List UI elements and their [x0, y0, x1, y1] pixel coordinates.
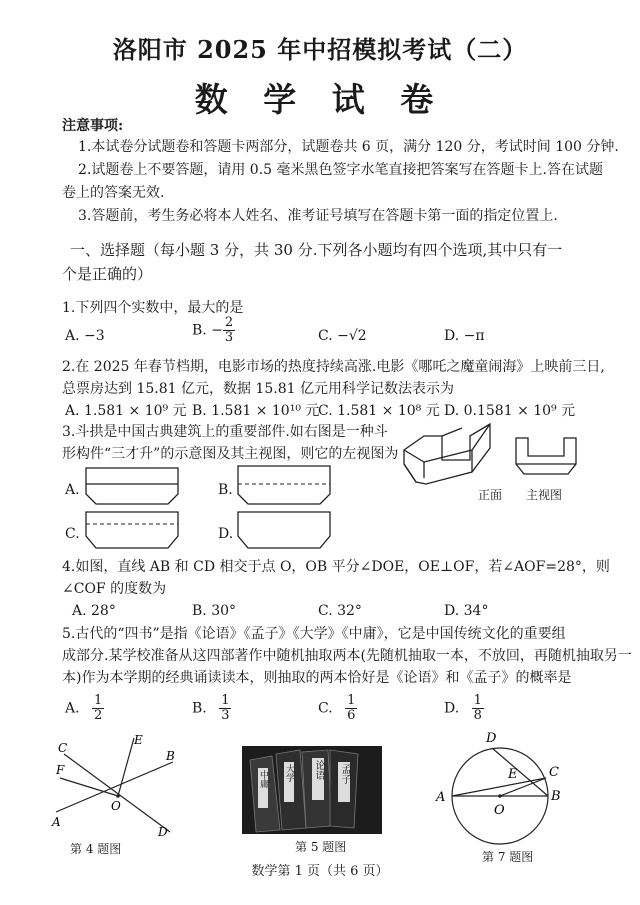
q1-option-a: A. −3: [65, 328, 105, 344]
fig7-label-d: D: [486, 731, 497, 746]
q5-option-c: [318, 694, 357, 723]
q3-main-view-label: 主视图: [526, 488, 563, 502]
fig4-label-f: F: [56, 763, 65, 777]
q4-stem-line2: ∠COF 的度数为: [62, 581, 167, 597]
page-footer: 数学第 1 页（共 6 页）: [251, 864, 389, 879]
q3-front-label: 正面: [478, 488, 503, 502]
fig5-book-2-title: 大学: [284, 764, 294, 782]
q5-option-a-den: 2: [94, 708, 103, 723]
fig4-label-c: C: [58, 741, 68, 755]
q2-option-a: A. 1.581 × 10⁹ 元: [65, 403, 187, 419]
q4-stem-line1: 4.如图，直线 AB 和 CD 相交于点 O，OB 平分∠DOE，OE⊥OF，若∠AOF=28°，则: [62, 559, 610, 575]
q5-option-b: [192, 694, 231, 723]
q3-option-a-figure: [84, 466, 180, 506]
q5-option-a-num: 1: [94, 693, 103, 708]
q1-option-b-den: 3: [224, 330, 234, 345]
q2-option-b: B. 1.581 × 10¹⁰ 元: [192, 403, 320, 419]
notice-item-3: 3.答题前，考生务必将本人姓名、准考证号填写在答题卡第一面的指定位置上.: [78, 208, 558, 224]
fig5-book-1-title: 中庸: [258, 770, 268, 788]
q5-option-c-den: 6: [347, 708, 356, 723]
q5-option-b-den: 3: [221, 708, 230, 723]
exam-subject-title: 数 学 试 卷: [194, 80, 446, 119]
q1-stem: 1.下列四个实数中，最大的是: [62, 300, 244, 316]
q3-option-b-label: B.: [218, 482, 233, 498]
fig4-label-b: B: [166, 749, 175, 763]
q4-option-a: A. 28°: [72, 603, 116, 619]
notice-item-1: 1.本试卷分试题卷和答题卡两部分，试题卷共 6 页，满分 120 分，考试时间 100 分钟.: [78, 139, 619, 155]
section-heading: 一、选择题（每小题 3 分，共 30 分.下列各小题均有四个选项,其中只有一: [70, 241, 563, 259]
fig7-label-a: A: [436, 790, 446, 805]
q5-option-d-num: 1: [473, 693, 482, 708]
q2-option-c: C. 1.581 × 10⁸ 元: [318, 403, 440, 419]
q5-option-d-label: D.: [444, 700, 460, 717]
q4-option-d: D. 34°: [444, 603, 489, 619]
q2-stem-line2: 总票房达到 15.81 亿元，数据 15.81 亿元用科学记数法表示为: [62, 381, 454, 397]
q5-stem-line2: 成部分.某学校准备从这四部著作中随机抽取两本(先随机抽取一本，不放回，再随机抽取另一: [62, 648, 632, 664]
q5-option-a: [65, 694, 104, 723]
q2-option-d: D. 0.1581 × 10⁹ 元: [444, 403, 576, 419]
section-heading-cont: 个是正确的）: [62, 265, 153, 283]
fig7-label-c: C: [549, 765, 559, 780]
q1-option-b-num: 2: [224, 315, 234, 330]
q5-stem-line3: 本)作为本学期的经典诵读读本，则抽取的两本恰好是《论语》和《孟子》的概率是: [62, 670, 572, 686]
fig5-books-photo: [242, 746, 382, 834]
fig7-label-o: O: [494, 803, 505, 818]
q3-option-d-label: D.: [218, 526, 234, 542]
q2-stem-line1: 2.在 2025 年春节档期，电影市场的热度持续高涨.电影《哪吒之魔童闹海》上映前三日,: [62, 359, 605, 375]
fig4-label-e: E: [134, 733, 143, 747]
q5-option-d: [444, 694, 484, 723]
q3-main-view-figure: [512, 436, 580, 478]
q1-option-b: [192, 316, 235, 345]
fig4-angle-diagram: [48, 732, 178, 837]
q1-option-c: C. −√2: [318, 328, 367, 344]
q3-stem-line1: 3.斗拱是中国古典建筑上的重要部件.如右图是一种斗: [62, 424, 388, 440]
q3-option-a-label: A.: [65, 482, 80, 498]
exam-title: 洛阳市 2025 年中招模拟考试（二）: [112, 35, 528, 64]
fig5-caption: 第 5 题图: [295, 840, 347, 854]
q4-option-c: C. 32°: [318, 603, 362, 619]
q4-option-b: B. 30°: [192, 603, 237, 619]
fig4-caption: 第 4 题图: [70, 842, 122, 856]
q3-option-d-figure: [236, 510, 332, 550]
q3-option-b-figure: [236, 464, 332, 506]
q3-option-c-figure: [84, 510, 180, 550]
q1-option-b-prefix: B. −: [192, 322, 223, 339]
q5-stem-line1: 5.古代的“四书”是指《论语》《孟子》《大学》《中庸》，它是中国传统文化的重要组: [62, 626, 566, 642]
fig5-book-4-title: 孟子: [339, 764, 350, 784]
q3-option-c-label: C.: [65, 526, 80, 542]
fig7-label-b: B: [551, 789, 561, 804]
fig7-caption: 第 7 题图: [482, 850, 534, 864]
q5-option-b-label: B.: [192, 700, 207, 717]
q5-option-d-den: 8: [473, 708, 482, 723]
notice-item-2-cont: 卷上的答案无效.: [62, 185, 165, 201]
q5-option-b-num: 1: [221, 693, 230, 708]
notice-heading: 注意事项:: [62, 118, 124, 134]
q5-option-c-label: C.: [318, 700, 333, 717]
fig5-book-3-title: 论语: [313, 760, 324, 780]
q3-stem-line2: 形构件“三才升”的示意图及其主视图，则它的左视图为: [62, 446, 399, 462]
fig4-label-a: A: [52, 815, 61, 829]
q5-option-a-label: A.: [65, 700, 80, 717]
fig4-label-o: O: [111, 799, 121, 813]
q1-option-d: D. −π: [444, 328, 485, 344]
fig4-label-d: D: [158, 825, 168, 837]
notice-item-2: 2.试题卷上不要答题，请用 0.5 毫米黑色签字水笔直接把答案写在答题卡上.答在试题: [78, 162, 603, 178]
fig7-circle-diagram: [432, 726, 572, 850]
fig7-label-e: E: [508, 767, 518, 782]
q5-option-c-num: 1: [347, 693, 356, 708]
